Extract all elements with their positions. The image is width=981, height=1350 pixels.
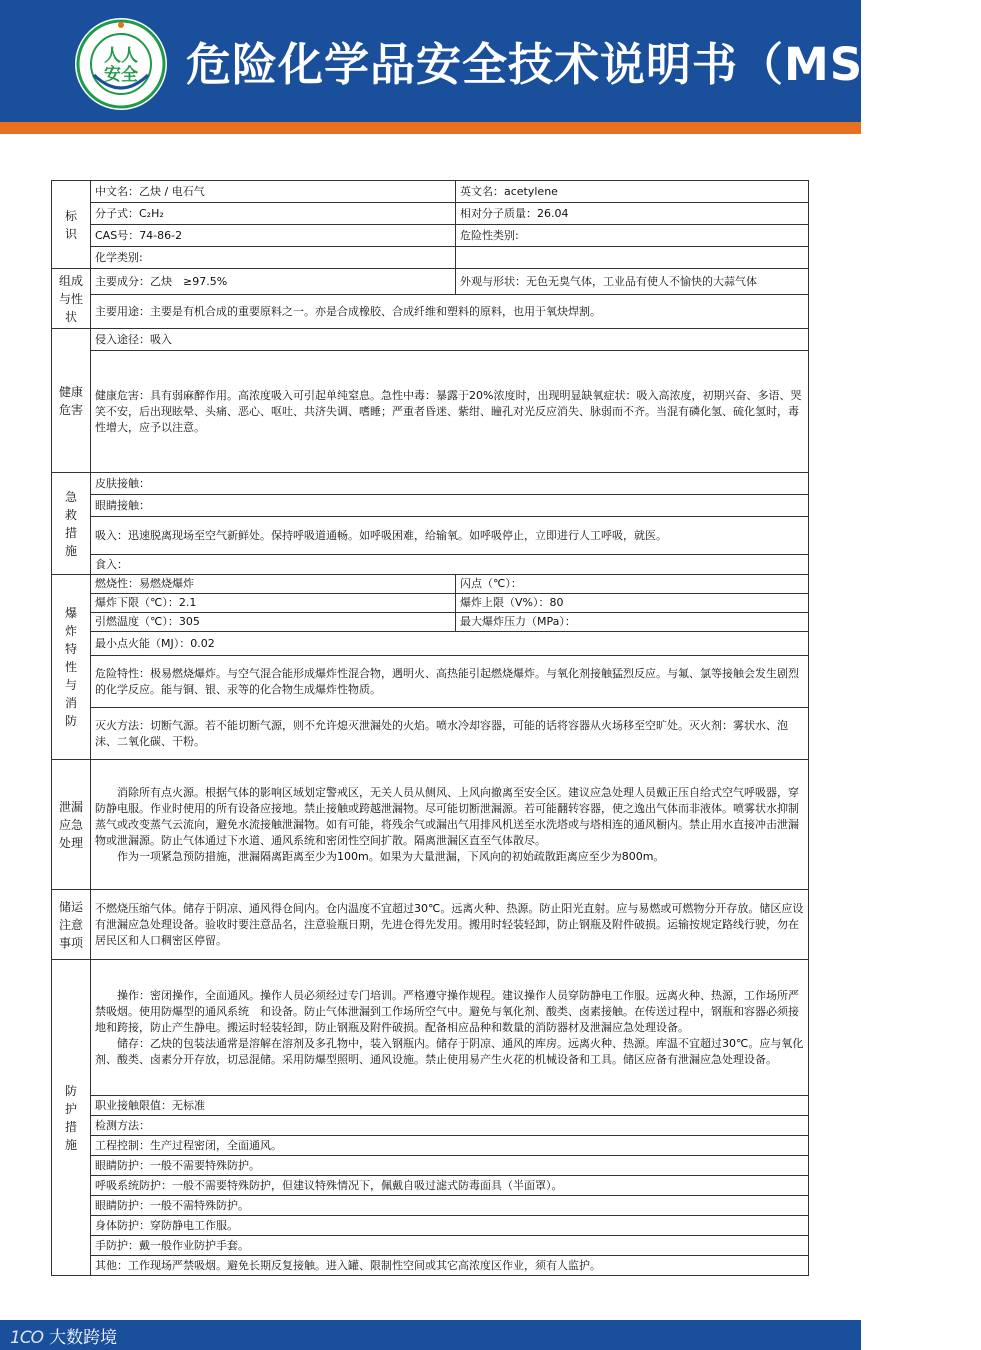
detection-method: 检测方法： [91,1116,809,1136]
inhalation: 吸入：迅速脱离现场至空气新鲜处。保持呼吸道通畅。如呼吸困难，给输氧。如呼吸停止，立即进行人工呼吸，就医。 [91,517,809,555]
health-row-2 [52,351,809,473]
identity-label: 标识 [52,181,91,269]
protection-row-6 [52,1176,809,1196]
health-row-1 [52,329,809,351]
ignition-temp: 引燃温度（℃）：305 [91,613,456,632]
skin-contact: 皮肤接触： [91,473,809,495]
en-name: 英文名：acetylene [456,181,809,203]
protection-row-9 [52,1236,809,1256]
msds-table [51,180,809,1276]
protection-row-8 [52,1216,809,1236]
fire-row-3 [52,613,809,632]
leak-paragraph-1: 消除所有点火源。根据气体的影响区域划定警戒区，无关人员从侧风、上风向撤离至安全区。建议应急处理人员戴正压自给式空气呼吸器，穿防静电服。作业时使用的所有设备应接地。禁止接触或跨越泄漏物。尽可能切断泄漏源。若可能翻转容器，使之逸出气体而非液体。喷雾状水抑制蒸气或改变蒸气云流向，避免水流接触泄漏物。如有可能，将残余气或漏出气用排风机送至水洗塔或与塔相连的通风橱内。禁止用水直接冲击泄漏物或泄漏源。防止气体通过下水道、通风系统和密闭性空间扩散。隔离泄漏区直至气体散尽。 [95,785,799,847]
min-ignition-energy: 最小点火能（MJ）：0.02 [91,632,809,656]
usage: 主要用途：主要是有机合成的重要原料之一。亦是合成橡胶、合成纤维和塑料的原料，也用于氧炔焊割。 [91,295,809,329]
protection-row-2 [52,1096,809,1116]
chem-class: 化学类别: [91,247,456,269]
formula: 分子式：C₂H₂ [91,203,456,225]
operation-storage [91,960,809,1096]
identity-row-4 [52,247,809,269]
composition-row-1 [52,269,809,295]
firstaid-row-1 [52,473,809,495]
identity-row-3 [52,225,809,247]
max-explosion-pressure: 最大爆炸压力（MPa）： [456,613,809,632]
composition-label: 组成与性状 [52,269,91,329]
empty-cell [456,247,809,269]
ingestion: 食入： [91,555,809,575]
flash-point: 闪点（℃）： [456,575,809,594]
firstaid-row-3 [52,517,809,555]
main-component: 主要成分：乙炔 ≥97.5% [91,269,456,295]
brand-name: 大数跨境 [49,1328,118,1348]
protection-row-7 [52,1196,809,1216]
leak-label: 泄漏应急处理 [52,760,91,890]
fire-row-4 [52,632,809,656]
protection-row-10 [52,1256,809,1276]
storage-paragraph: 储存：乙炔的包装法通常是溶解在溶剂及多孔物中，装入钢瓶内。储存于阴凉、通风的库房。远离火种、热源。库温不宜超过30℃。应与氧化剂、酸类、卤素分开存放，切忌混储。采用防爆型照明、通风设施。禁止使用易产生火花的机械设备和工具。储区应备有泄漏应急处理设备。 [95,1036,804,1066]
leak-content [91,760,809,890]
protection-row-3 [52,1116,809,1136]
composition-row-2 [52,295,809,329]
health-label: 健康危害 [52,329,91,473]
eye-protection-1: 眼睛防护：一般不需要特殊防护。 [91,1156,809,1176]
fire-row-6 [52,708,809,760]
footer-brand [10,1323,117,1348]
eye-protection-2: 眼睛防护：一般不需特殊防护。 [91,1196,809,1216]
protection-label: 防护措施 [52,960,91,1276]
leak-paragraph-2: 作为一项紧急预防措施，泄漏隔离距离至少为100m。如果为大量泄漏，下风向的初始疏散距离应至少为800m。 [117,849,665,863]
fire-row-2 [52,594,809,613]
cas-number: CAS号：74-86-2 [91,225,456,247]
protection-row-1 [52,960,809,1096]
firstaid-row-4 [52,555,809,575]
fire-row-1 [52,575,809,594]
appearance: 外观与形状：无色无臭气体，工业品有使人不愉快的大蒜气体 [456,269,809,295]
storage-label: 储运注意事项 [52,890,91,960]
protection-row-5 [52,1156,809,1176]
safety-logo [74,17,168,111]
svg-text:安全: 安全 [104,65,138,85]
hand-protection: 手防护：戴一般作业防护手套。 [91,1236,809,1256]
firstaid-row-2 [52,495,809,517]
other-protection: 其他：工作现场严禁吸烟。避免长期反复接触。进入罐、限制性空间或其它高浓度区作业，须有人监护。 [91,1256,809,1276]
operation-paragraph: 操作：密闭操作，全面通风。操作人员必须经过专门培训。严格遵守操作规程。建议操作人员穿防静电工作服。远离火种、热源，工作场所严禁吸烟。使用防爆型的通风系统 和设备。防止气体泄漏到工作场所空气中。避免与氧化剂、酸类、卤素接触。在传送过程中，钢瓶和容器必须接地和跨接，防止产生静电。搬运时轻装轻卸，防止钢瓶及附件破损。配备相应品种和数量的消防器材及泄漏应急处理设备。 [95,988,799,1034]
extinguish-method: 灭火方法：切断气源。若不能切断气源，则不允许熄灭泄漏处的火焰。喷水冷却容器，可能的话将容器从火场移至空旷处。灭火剂：雾状水、泡沫、二氧化碳、干粉。 [91,708,809,760]
storage-text: 不燃烧压缩气体。储存于阴凉、通风得仓间内。仓内温度不宜超过30℃。远离火种、热源。防止阳光直射。应与易燃或可燃物分开存放。储区应设有泄漏应急处理设备。验收时要注意品名，注意验瓶日期，先进仓得先发用。搬用时轻装轻卸，防止钢瓶及附件破损。运输按规定路线行驶，勿在居民区和人口稠密区停留。 [91,890,809,960]
respiratory-protection: 呼吸系统防护：一般不需要特殊防护，但建议特殊情况下，佩戴自吸过滤式防毒面具（半面罩）。 [91,1176,809,1196]
engineering-control: 工程控制：生产过程密闭，全面通风。 [91,1136,809,1156]
health-hazard: 健康危害：具有弱麻醉作用。高浓度吸入可引起单纯窒息。急性中毒：暴露于20%浓度时，出现明显缺氧症状：吸入高浓度，初期兴奋、多语、哭笑不安，后出现眩晕、头痛、恶心、呕吐、共济失调、嗜睡；严重者昏迷、紫绀、瞳孔对光反应消失、脉弱而不齐。当混有磷化氢、硫化氢时，毒性增大，应予以注意。 [91,351,809,473]
eye-contact: 眼睛接触： [91,495,809,517]
intake-route: 侵入途径：吸入 [91,329,809,351]
page-header [0,0,981,138]
upper-explosion-limit: 爆炸上限（V%）：80 [456,594,809,613]
identity-row-2 [52,203,809,225]
firstaid-label: 急救措施 [52,473,91,575]
page-footer [0,1320,861,1350]
page-title: 危险化学品安全技术说明书（MSDS） [186,38,981,91]
fire-row-5 [52,656,809,708]
hazard-class: 危险性类别: [456,225,809,247]
brand-logo-mark: 1CO [10,1328,44,1348]
cn-name: 中文名：乙炔 / 电石气 [91,181,456,203]
storage-row [52,890,809,960]
leak-row [52,760,809,890]
header-accent-stripe [0,122,861,134]
identity-row-1 [52,181,809,203]
body-protection: 身体防护：穿防静电工作服。 [91,1216,809,1236]
fire-label: 爆炸特性与消防 [52,575,91,760]
mol-weight: 相对分子质量：26.04 [456,203,809,225]
hazard-characteristics: 危险特性：极易燃烧爆炸。与空气混合能形成爆炸性混合物，遇明火、高热能引起燃烧爆炸。与氧化剂接触猛烈反应。与氟、氯等接触会发生剧烈的化学反应。能与铜、银、汞等的化合物生成爆炸性物质。 [91,656,809,708]
lower-explosion-limit: 爆炸下限（℃）：2.1 [91,594,456,613]
protection-row-4 [52,1136,809,1156]
exposure-limit: 职业接触限值：无标准 [91,1096,809,1116]
flammability: 燃烧性：易燃烧爆炸 [91,575,456,594]
svg-text:人人: 人人 [104,46,138,66]
